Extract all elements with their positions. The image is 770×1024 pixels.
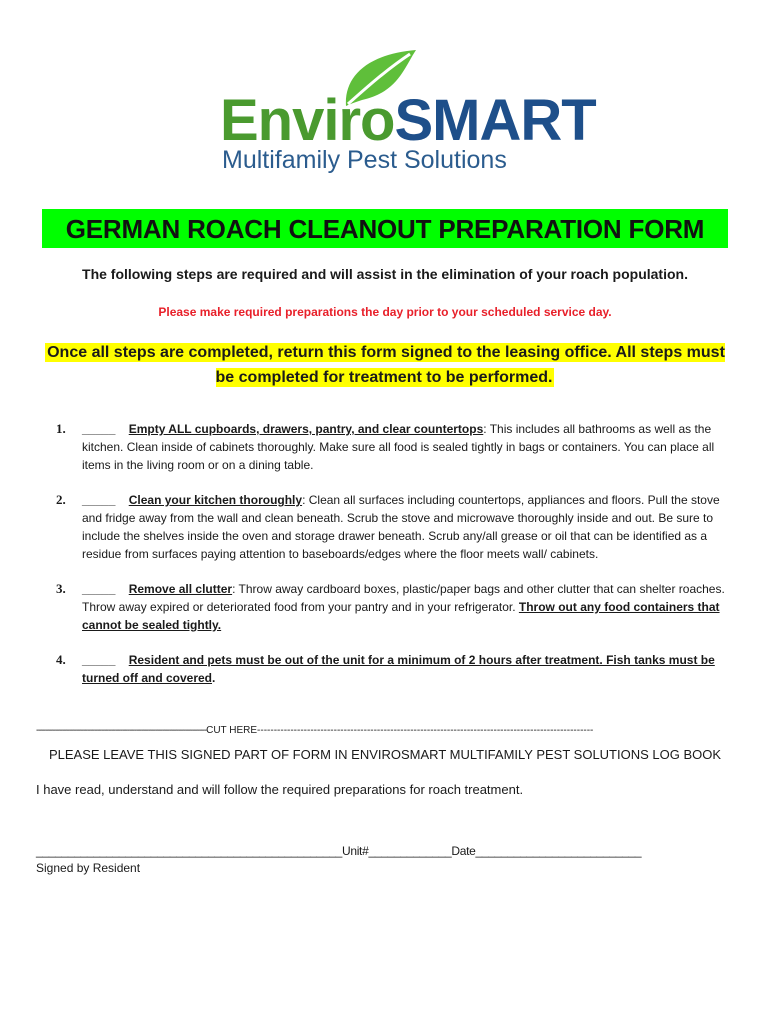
step-item <box>48 580 738 634</box>
step-body: . <box>212 671 216 685</box>
form-title: GERMAN ROACH CLEANOUT PREPARATION FORM <box>42 209 728 248</box>
step-body: : Clean all surfaces including countertops, appliances and floors. Pull the stove and fridge away from the wall and clean beneath. Scrub the stove and microwave thoroughly inside and out. Be sure to include the shelves inside the oven and storage drawer beneath. Scrub any/all grease or oil that can be identified as a residue from surfaces paying attention to baseboards/edges where the floor meets wall/ cabinets. <box>82 493 720 561</box>
step-item <box>48 491 738 563</box>
step-number: 3. <box>56 581 66 596</box>
step-body: : Throw away cardboard boxes, plastic/paper bags and other clutter that can shelter roaches. Throw away expired or deteriorated food from your pantry and in your refrigerator. <box>82 582 725 614</box>
envirosmart-logo <box>220 48 596 178</box>
signature-field[interactable]: ________________________________________________ <box>36 844 342 858</box>
logo-wordmark <box>220 88 596 153</box>
step-number: 2. <box>56 492 66 507</box>
cut-dash-left: ------------------------------------------------------------------------- <box>36 725 207 736</box>
highlighted-instruction: Once all steps are completed, return this form signed to the leasing office. All steps must be completed for treatment to be performed. <box>47 344 725 386</box>
step-heading: Empty ALL cupboards, drawers, pantry, and clear countertops <box>128 422 484 436</box>
cut-dash-right: ----------------------------------------------------------------------------------------------------- <box>257 725 594 736</box>
step-heading: Clean your kitchen thoroughly <box>128 493 303 507</box>
step-heading: Resident and pets must be out of the unit for a minimum of 2 hours after treatment. Fish tanks must be turned off and covered <box>82 653 715 685</box>
completion-instruction <box>40 340 730 390</box>
log-book-note: PLEASE LEAVE THIS SIGNED PART OF FORM IN ENVIROSMART MULTIFAMILY PEST SOLUTIONS LOG BOOK <box>48 747 722 762</box>
step-body: : This includes all bathrooms as well as the kitchen. Clean inside of cabinets thoroughly. Make sure all food is sealed tightly in bags or containers. You can place all items in the living room or on a dining table. <box>82 422 715 472</box>
step-item <box>48 420 738 474</box>
intro-text: The following steps are required and will assist in the elimination of your roach population. <box>82 266 688 282</box>
date-label: Date <box>451 844 476 858</box>
step-item <box>48 651 738 687</box>
cut-here-line <box>36 725 726 736</box>
step-number: 4. <box>56 652 66 667</box>
cut-label: CUT HERE <box>206 725 258 736</box>
acknowledgement-statement: I have read, understand and will follow the required preparations for roach treatment. <box>36 782 524 797</box>
date-field[interactable]: __________________________ <box>475 844 642 858</box>
logo-word-smart: SMART <box>394 88 596 153</box>
logo-word-enviro: Enviro <box>220 88 395 153</box>
step-blank: _____ <box>82 582 116 596</box>
step-blank: _____ <box>82 493 116 507</box>
step-emphasis: Throw out any food containers that cannot be sealed tightly. <box>82 600 720 632</box>
unit-field[interactable]: _____________ <box>368 844 452 858</box>
step-heading: Remove all clutter <box>128 582 233 596</box>
logo-subtitle: Multifamily Pest Solutions <box>222 146 507 174</box>
step-number: 1. <box>56 421 66 436</box>
unit-label: Unit# <box>341 844 369 858</box>
signature-line <box>36 844 641 858</box>
signed-by-label: Signed by Resident <box>36 861 141 875</box>
step-blank: _____ <box>82 653 116 667</box>
step-blank: _____ <box>82 422 116 436</box>
steps-list <box>48 420 738 704</box>
red-notice: Please make required preparations the day prior to your scheduled service day. <box>158 305 612 319</box>
